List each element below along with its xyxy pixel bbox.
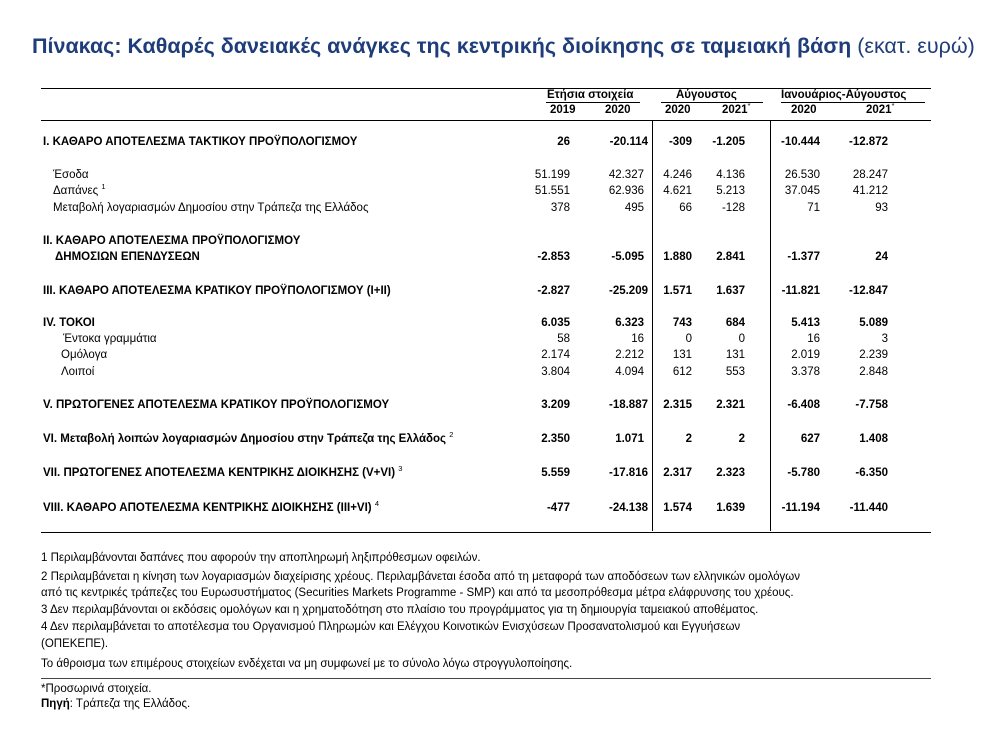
footnote-1: 1 Περιλαμβάνονται δαπάνες που αφορούν την αποπληρωμή ληξιπρόθεσμων οφειλών.: [41, 552, 481, 564]
header-col-2020-janaug: 2020: [791, 104, 817, 116]
table-bottom-rule: [41, 532, 931, 533]
row-label: III. ΚΑΘΑΡΟ ΑΠΟΤΕΛΕΣΜΑ ΚΡΑΤΙΚΟΥ ΠΡΟΫΠΟΛΟΓΙΣΜΟΥ (I+II): [43, 285, 391, 297]
cell: -7.758: [855, 399, 888, 411]
cell: 131: [725, 349, 745, 361]
row-label: Λοιποί: [61, 366, 95, 378]
cell: 2.848: [859, 366, 888, 378]
header-group-jan-aug: Ιανουάριος-Αύγουστος: [781, 89, 907, 101]
cell: 2: [685, 433, 692, 445]
cell: 684: [725, 317, 745, 329]
cell: 3.209: [541, 399, 570, 411]
cell: 2.350: [541, 433, 570, 445]
cell: 612: [672, 366, 692, 378]
cell: 3.804: [541, 366, 570, 378]
table-row-label-line1: [0, 235, 1000, 251]
table-row: [0, 333, 1000, 349]
cell: 51.551: [534, 185, 570, 197]
source-note: Πηγή: Τράπεζα της Ελλάδος.: [41, 698, 191, 710]
provisional-note: *Προσωρινά στοιχεία.: [41, 683, 152, 695]
cell: 4.246: [663, 169, 692, 181]
cell: 2.019: [791, 349, 820, 361]
header-col-2021-aug: 2021*: [722, 101, 751, 116]
cell: 2.315: [663, 399, 692, 411]
row-label: IV. ΤΟΚΟΙ: [43, 317, 95, 329]
cell: -12.872: [848, 136, 888, 148]
footnote-2: 2 Περιλαμβάνεται η κίνηση των λογαριασμών διαχείρισης χρέους. Περιλαμβάνεται έσοδα από τη μεταφορά των αποδόσεων των ελληνικών ομολόγων: [41, 571, 801, 583]
header-group-august: Αύγουστος: [676, 89, 737, 101]
cell: 93: [875, 202, 888, 214]
cell: 378: [550, 202, 570, 214]
row-label: Δαπάνες $^1$: [53, 182, 106, 197]
cell: 24: [875, 251, 888, 263]
footnote-2-cont: από τις κεντρικές τράπεζες του Ευρωσυστήματος (Securities Markets Programme - SMP) και από τα μεσοπρόθεσμα μέτρα ελάφρυνσης του χρέους.: [41, 587, 794, 599]
cell: -5.780: [787, 467, 820, 479]
cell: -6.350: [855, 467, 888, 479]
table-row: [0, 317, 1000, 333]
cell: -11.821: [781, 285, 820, 297]
row-label: Έσοδα: [53, 169, 89, 181]
cell: 16: [631, 333, 644, 345]
header-group-annual-underline: [546, 102, 640, 103]
row-label-line2: ΔΗΜΟΣΙΩΝ ΕΠΕΝΔΥΣΕΩΝ: [55, 251, 200, 263]
row-label: I. ΚΑΘΑΡΟ ΑΠΟΤΕΛΕΣΜΑ ΤΑΚΤΙΚΟΥ ΠΡΟΫΠΟΛΟΓΙΣΜΟΥ: [43, 136, 358, 148]
cell: -24.138: [608, 502, 648, 514]
row-label: VIII. ΚΑΘΑΡΟ ΑΠΟΤΕΛΕΣΜΑ ΚΕΝΤΡΙΚΗΣ ΔΙΟΙΚΗΣΗΣ (III+VI) $^4$: [43, 499, 380, 514]
cell: -1.205: [712, 136, 745, 148]
table-row: [0, 349, 1000, 365]
cell: -477: [546, 502, 570, 514]
cell: -18.887: [608, 399, 648, 411]
cell: 51.199: [534, 169, 570, 181]
cell: 5.559: [541, 467, 570, 479]
cell: 1.639: [716, 502, 745, 514]
table-row: [0, 430, 1000, 449]
cell: 62.936: [608, 185, 644, 197]
cell: 2.239: [859, 349, 888, 361]
cell: 4.136: [716, 169, 745, 181]
cell: -11.440: [849, 502, 888, 514]
cell: -25.209: [608, 285, 648, 297]
table-header-rule: [41, 120, 931, 121]
row-label: VI. Μεταβολή λοιπών λογαριασμών Δημοσίου στην Τράπεζα της Ελλάδος $^2$: [43, 430, 454, 445]
table-row: [0, 366, 1000, 382]
cell: 2.841: [716, 251, 745, 263]
row-label: Έντοκα γραμμάτια: [63, 333, 157, 345]
table-row: [0, 182, 1000, 201]
table-row: [0, 169, 1000, 185]
header-col-2020-aug: 2020: [665, 104, 691, 116]
cell: 553: [725, 366, 745, 378]
cell: -128: [721, 202, 745, 214]
cell: -2.853: [537, 251, 570, 263]
footnote-3: 3 Δεν περιλαμβάνονται οι εκδόσεις ομολόγων και η χρηματοδότηση στο πλαίσιο του προγράμματος για τη δημιουργία ταμειακού αποθέματος.: [41, 604, 759, 616]
row-label: VII. ΠΡΩΤΟΓΕΝΕΣ ΑΠΟΤΕΛΕΣΜΑ ΚΕΝΤΡΙΚΗΣ ΔΙΟΙΚΗΣΗΣ (V+VI) $^3$: [43, 464, 403, 479]
cell: 1.571: [663, 285, 692, 297]
cell: -2.827: [537, 285, 570, 297]
table-row: [0, 251, 1000, 267]
row-label: V. ΠΡΩΤΟΓΕΝΕΣ ΑΠΟΤΕΛΕΣΜΑ ΚΡΑΤΙΚΟΥ ΠΡΟΫΠΟΛΟΓΙΣΜΟΥ: [43, 399, 390, 411]
table-row: [0, 464, 1000, 483]
cell: 0: [738, 333, 745, 345]
cell: -6.408: [787, 399, 820, 411]
table-row: [0, 399, 1000, 415]
cell: -1.377: [787, 251, 820, 263]
cell: 2.212: [615, 349, 644, 361]
cell: 2.323: [716, 467, 745, 479]
page-title: [32, 34, 975, 59]
cell: -309: [668, 136, 692, 148]
table-row: [0, 202, 1000, 218]
cell: 0: [685, 333, 692, 345]
cell: 41.212: [852, 185, 888, 197]
cell: 3.378: [791, 366, 820, 378]
cell: 26: [557, 136, 570, 148]
cell: 37.045: [784, 185, 820, 197]
cell: 6.035: [541, 317, 570, 329]
row-label: Μεταβολή λογαριασμών Δημοσίου στην Τράπεζα της Ελλάδος: [53, 202, 369, 214]
footnote-4: 4 Δεν περιλαμβάνεται το αποτέλεσμα του Οργανισμού Πληρωμών και Ελέγχου Κοινοτικών Ενισχύσεων Προσανατολισμού και Εγγυήσεων: [41, 621, 741, 633]
cell: 4.621: [663, 185, 692, 197]
header-group-annual: Ετήσια στοιχεία: [547, 89, 634, 101]
cell: 1.880: [663, 251, 692, 263]
table-row: [0, 136, 1000, 152]
row-label: II. ΚΑΘΑΡΟ ΑΠΟΤΕΛΕΣΜΑ ΠΡΟΫΠΟΛΟΓΙΣΜΟΥ: [43, 235, 301, 247]
cell: 627: [800, 433, 820, 445]
cell: -20.114: [609, 136, 648, 148]
cell: 6.323: [615, 317, 644, 329]
cell: 2: [738, 433, 745, 445]
title-main: Πίνακας: Καθαρές δανειακές ανάγκες της κεντρικής διοίκησης σε ταμειακή βάση: [32, 34, 852, 58]
cell: 1.408: [859, 433, 888, 445]
row-label: Ομόλογα: [61, 349, 108, 361]
cell: 1.071: [615, 433, 644, 445]
cell: 1.574: [663, 502, 692, 514]
cell: 58: [557, 333, 570, 345]
cell: 4.094: [615, 366, 644, 378]
table-row: [0, 499, 1000, 518]
cell: -17.816: [608, 467, 648, 479]
title-unit: (εκατ. ευρώ): [857, 34, 975, 58]
header-col-2020-annual: 2020: [605, 104, 631, 116]
footnote-4-cont: (ΟΠΕΚΕΠΕ).: [41, 638, 109, 650]
cell: 2.321: [716, 399, 745, 411]
cell: 66: [679, 202, 692, 214]
cell: 42.327: [608, 169, 644, 181]
table-row: [0, 285, 1000, 301]
cell: 71: [807, 202, 820, 214]
cell: 5.213: [716, 185, 745, 197]
cell: 495: [624, 202, 644, 214]
cell: 2.317: [663, 467, 692, 479]
cell: -11.194: [781, 502, 820, 514]
cell: 5.413: [791, 317, 820, 329]
header-col-2019: 2019: [550, 104, 576, 116]
cell: 2.174: [541, 349, 570, 361]
cell: 743: [672, 317, 692, 329]
cell: -10.444: [780, 136, 820, 148]
cell: 16: [807, 333, 820, 345]
notes-rule: [41, 678, 931, 679]
cell: 26.530: [784, 169, 820, 181]
cell: -12.847: [848, 285, 888, 297]
cell: 28.247: [852, 169, 888, 181]
header-col-2021-janaug: 2021*: [866, 101, 895, 116]
header-group-jan-aug-underline: [781, 102, 925, 103]
cell: 1.637: [716, 285, 745, 297]
cell: 3: [881, 333, 888, 345]
cell: 131: [672, 349, 692, 361]
cell: 5.089: [859, 317, 888, 329]
cell: -5.095: [611, 251, 644, 263]
rounding-note: Το άθροισμα των επιμέρους στοιχείων ενδέχεται να μη συμφωνεί με το σύνολο λόγω στρογγυλοποίησης.: [41, 658, 573, 670]
